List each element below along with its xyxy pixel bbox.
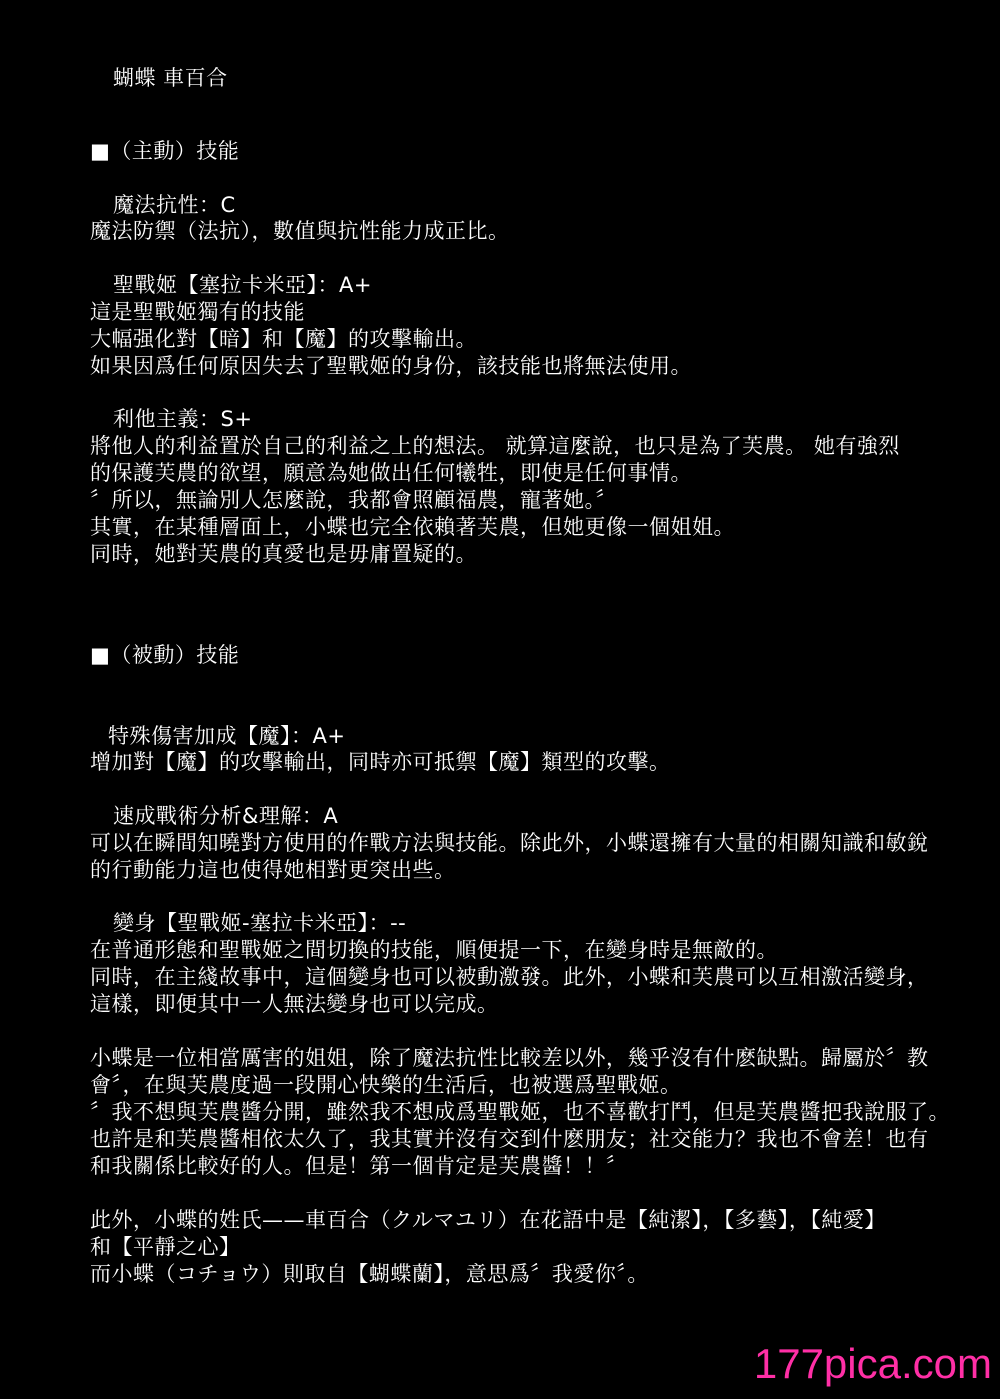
description-line: 和我關係比較好的人。但是！第一個肯定是芙農醬！！〞 bbox=[90, 1154, 628, 1178]
skill-desc-line: 其實，在某種層面上，小蝶也完全依賴著芙農，但她更像一個姐姐。 bbox=[90, 515, 735, 539]
skill-name-altruism: 利他主義：S+ bbox=[113, 407, 253, 431]
active-skills-title: ■（主動）技能 bbox=[90, 139, 240, 163]
skill-desc-line: 大幅强化對【暗】和【魔】的攻擊輸出。 bbox=[90, 327, 477, 351]
skill-desc-line: 同時，在主綫故事中，這個變身也可以被動激發。此外，小蝶和芙農可以互相激活變身， bbox=[90, 965, 929, 989]
skill-desc-line: 這是聖戰姬獨有的技能 bbox=[90, 300, 305, 324]
skill-desc-line: 〞所以，無論別人怎麼說，我都會照顧福農，寵著她。〞 bbox=[90, 488, 617, 512]
page-heading: 蝴蝶 車百合 bbox=[113, 66, 228, 90]
skill-desc-line: 的行動能力這也使得她相對更突出些。 bbox=[90, 858, 456, 882]
skill-desc-line: 在普通形態和聖戰姬之間切換的技能，順便提一下，在變身時是無敵的。 bbox=[90, 938, 778, 962]
description-line: 小蝶是一位相當厲害的姐姐，除了魔法抗性比較差以外，幾乎沒有什麽缺點。歸屬於〞教 bbox=[90, 1046, 929, 1070]
skill-desc-line: 的保護芙農的欲望，願意為她做出任何犧牲，即使是任何事情。 bbox=[90, 461, 692, 485]
name-origin-line: 此外，小蝶的姓氏——車百合（クルマユリ）在花語中是【純潔】，【多藝】，【純愛】 bbox=[90, 1208, 886, 1232]
passive-skills-title: ■（被動）技能 bbox=[90, 643, 240, 667]
site-watermark: 177pica.com bbox=[753, 1340, 992, 1387]
description-line: 也許是和芙農醬相依太久了，我其實并沒有交到什麽朋友；社交能力？我也不會差！也有 bbox=[90, 1127, 929, 1151]
skill-name-magic-resistance: 魔法抗性：C bbox=[113, 193, 236, 217]
skill-desc-line: 同時，她對芙農的真愛也是毋庸置疑的。 bbox=[90, 542, 477, 566]
skill-name-tactical-analysis: 速成戰術分析&理解：A bbox=[113, 804, 339, 828]
skill-desc-line: 如果因爲任何原因失去了聖戰姬的身份，該技能也將無法使用。 bbox=[90, 354, 692, 378]
name-origin-line: 和【平靜之心】 bbox=[90, 1235, 241, 1259]
description-line: 會〞，在與芙農度過一段開心快樂的生活后，也被選爲聖戰姬。 bbox=[90, 1073, 682, 1097]
skill-desc-line: 這樣，即便其中一人無法變身也可以完成。 bbox=[90, 992, 499, 1016]
skill-desc-line: 魔法防禦（法抗），數值與抗性能力成正比。 bbox=[90, 219, 510, 243]
description-line: 〞我不想與芙農醬分開，雖然我不想成爲聖戰姬，也不喜歡打鬥，但是芙農醬把我說服了。 bbox=[90, 1100, 950, 1124]
skill-desc-line: 增加對【魔】的攻擊輸出，同時亦可抵禦【魔】類型的攻擊。 bbox=[90, 750, 671, 774]
skill-desc-line: 將他人的利益置於自己的利益之上的想法。 就算這麼說，也只是為了芙農。 她有強烈 bbox=[90, 434, 900, 458]
skill-name-special-damage: 特殊傷害加成【魔】：A+ bbox=[108, 724, 346, 748]
name-origin-line: 而小蝶（コチョウ）則取自【蝴蝶蘭】，意思爲〞我愛你〞。 bbox=[90, 1262, 649, 1286]
skill-name-transformation: 變身【聖戰姬-塞拉卡米亞】：-- bbox=[113, 911, 407, 935]
skill-desc-line: 可以在瞬間知曉對方使用的作戰方法與技能。除此外，小蝶還擁有大量的相關知識和敏銳 bbox=[90, 831, 929, 855]
skill-name-seraph: 聖戰姬【塞拉卡米亞】：A+ bbox=[113, 273, 372, 297]
